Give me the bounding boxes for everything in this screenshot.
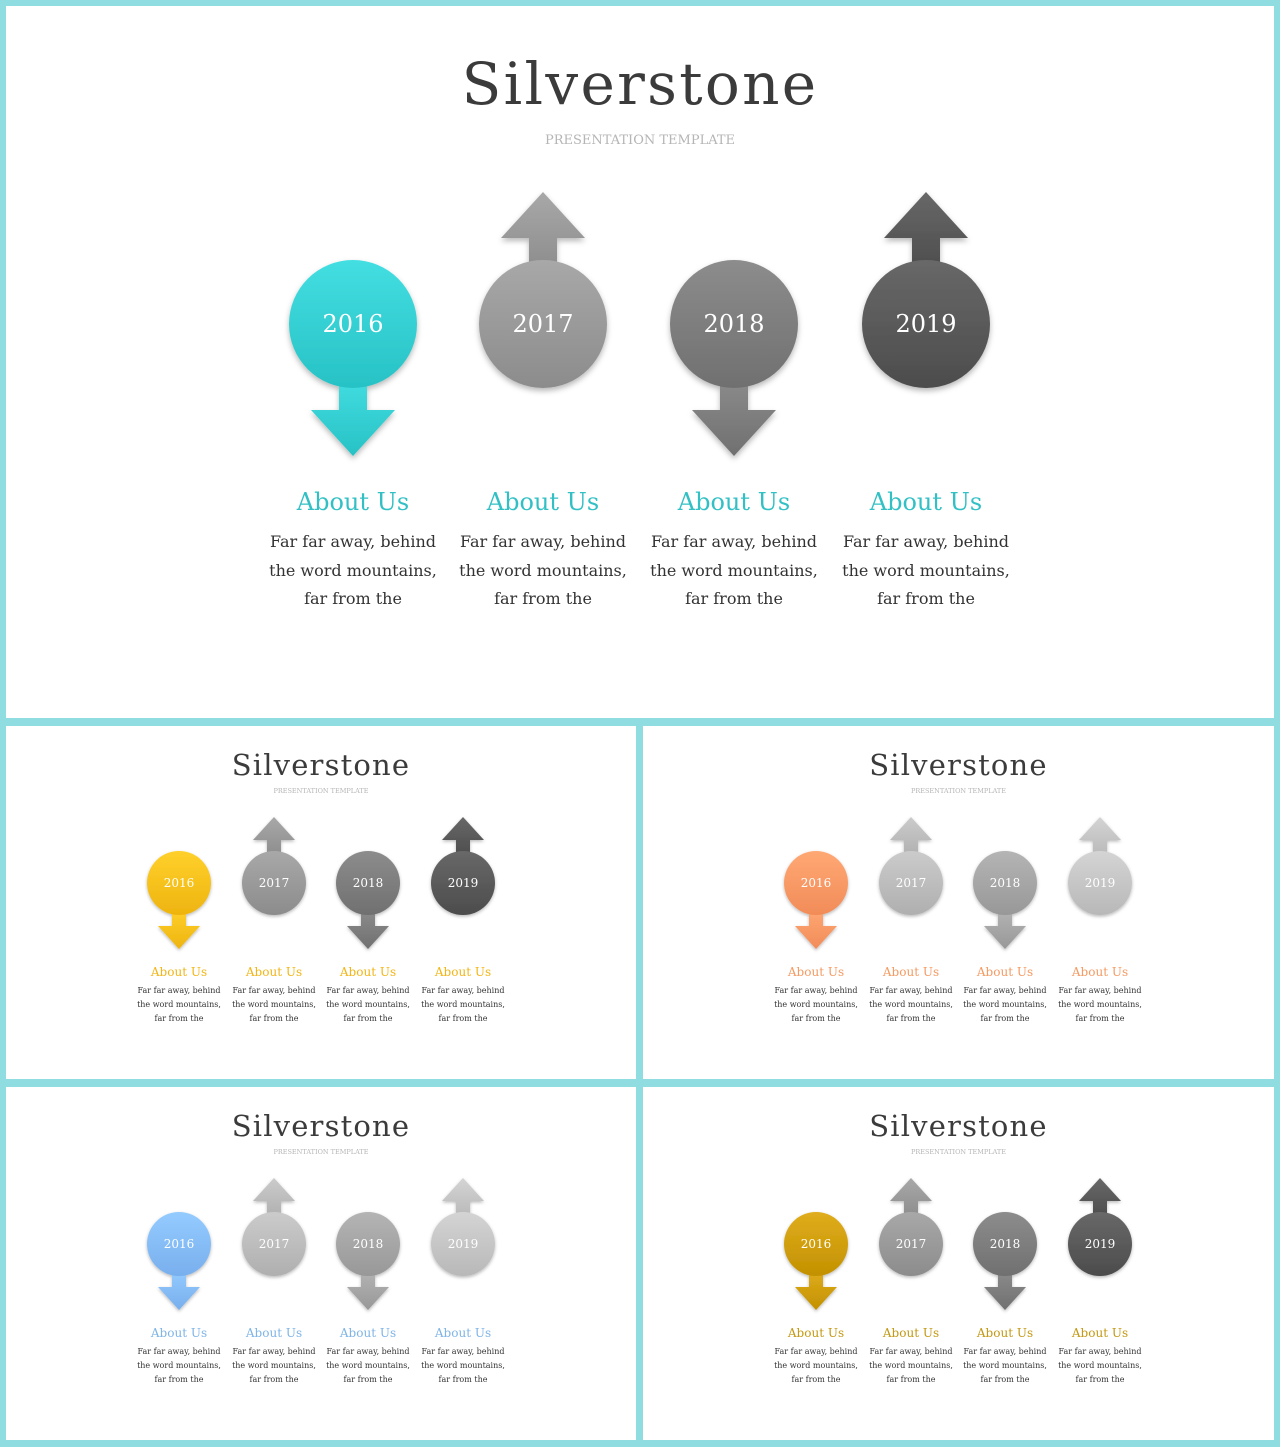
description-line: the word mountains, [137, 1361, 221, 1371]
about-us-label: About Us [1071, 965, 1129, 979]
about-us-label: About Us [296, 488, 410, 516]
description-line: Far far away, behind [137, 1347, 221, 1356]
about-us-description [857, 1345, 965, 1388]
pin-2017 [879, 817, 943, 915]
slide-title: Silverstone [869, 748, 1048, 782]
year-label: 2019 [1084, 1237, 1116, 1251]
pin-2017 [242, 1178, 306, 1276]
about-us-description [951, 984, 1059, 1027]
description-line: the word mountains, [232, 1361, 316, 1371]
slide-gold [643, 1087, 1274, 1440]
description-line: far from the [685, 589, 783, 608]
year-label: 2018 [989, 1237, 1021, 1251]
pin-2018 [336, 1212, 400, 1310]
pin-2019 [862, 192, 990, 388]
description-line: Far far away, behind [869, 986, 953, 995]
description-line: far from the [154, 1014, 204, 1024]
slide-blue [6, 1087, 636, 1440]
year-label: 2016 [322, 310, 384, 338]
description-line: the word mountains, [963, 1361, 1047, 1371]
slide-orange [643, 726, 1274, 1079]
about-us-description [822, 528, 1030, 614]
slide-main [6, 6, 1274, 718]
description-line: Far far away, behind [774, 1347, 858, 1356]
about-us-description [1046, 984, 1154, 1027]
year-label: 2019 [447, 876, 479, 890]
description-line: the word mountains, [421, 1000, 505, 1010]
about-us-description [1046, 1345, 1154, 1388]
description-line: far from the [249, 1375, 299, 1385]
description-line: the word mountains, [421, 1361, 505, 1371]
pin-2017 [879, 1178, 943, 1276]
about-us-label: About Us [434, 1326, 492, 1340]
slide-yellow [6, 726, 636, 1079]
description-line: Far far away, behind [326, 986, 410, 995]
description-line: Far far away, behind [137, 986, 221, 995]
description-line: Far far away, behind [232, 986, 316, 995]
slide-title: Silverstone [461, 50, 819, 118]
description-line: Far far away, behind [1058, 1347, 1142, 1356]
pin-2019 [431, 817, 495, 915]
about-us-description [220, 1345, 328, 1388]
pin-2016 [147, 1212, 211, 1310]
about-us-label: About Us [486, 488, 600, 516]
about-us-description [125, 984, 233, 1027]
description-line: Far far away, behind [326, 1347, 410, 1356]
description-line: the word mountains, [774, 1000, 858, 1010]
pin-2018 [973, 851, 1037, 949]
description-line: far from the [886, 1014, 936, 1024]
description-line: far from the [1075, 1375, 1125, 1385]
description-line: the word mountains, [1058, 1361, 1142, 1371]
description-line: the word mountains, [963, 1000, 1047, 1010]
pin-2019 [1068, 1178, 1132, 1276]
description-line: the word mountains, [1058, 1000, 1142, 1010]
description-line: far from the [249, 1014, 299, 1024]
about-us-description [314, 984, 422, 1027]
description-line: far from the [343, 1014, 393, 1024]
year-label: 2019 [1084, 876, 1116, 890]
about-us-label: About Us [245, 965, 303, 979]
about-us-label: About Us [882, 965, 940, 979]
slide-title: Silverstone [869, 1109, 1048, 1143]
year-label: 2019 [895, 310, 957, 338]
about-us-label: About Us [787, 965, 845, 979]
about-us-label: About Us [150, 1326, 208, 1340]
description-line: the word mountains, [459, 560, 627, 580]
year-label: 2016 [800, 1237, 832, 1251]
description-line: far from the [1075, 1014, 1125, 1024]
pin-2016 [147, 851, 211, 949]
year-label: 2017 [895, 876, 927, 890]
description-line: far from the [791, 1375, 841, 1385]
slide-subtitle: PRESENTATION TEMPLATE [273, 787, 369, 795]
about-us-description [762, 1345, 870, 1388]
description-line: the word mountains, [842, 560, 1010, 580]
year-label: 2019 [447, 1237, 479, 1251]
about-us-label: About Us [976, 1326, 1034, 1340]
description-line: Far far away, behind [650, 532, 818, 551]
about-us-label: About Us [1071, 1326, 1129, 1340]
pin-2018 [973, 1212, 1037, 1310]
pin-2019 [1068, 817, 1132, 915]
year-label: 2017 [512, 310, 574, 338]
description-line: far from the [877, 589, 975, 608]
description-line: Far far away, behind [421, 986, 505, 995]
description-line: far from the [343, 1375, 393, 1385]
description-line: the word mountains, [774, 1361, 858, 1371]
slide-title: Silverstone [231, 1109, 411, 1143]
description-line: the word mountains, [869, 1000, 953, 1010]
about-us-description [951, 1345, 1059, 1388]
about-us-description [409, 1345, 517, 1388]
about-us-description [125, 1345, 233, 1388]
pin-2019 [431, 1178, 495, 1276]
pin-2018 [670, 260, 798, 456]
slide-title: Silverstone [231, 748, 411, 782]
year-label: 2016 [163, 1237, 195, 1251]
pin-2017 [242, 817, 306, 915]
description-line: far from the [886, 1375, 936, 1385]
pin-2016 [784, 851, 848, 949]
description-line: far from the [980, 1014, 1030, 1024]
year-label: 2016 [163, 876, 195, 890]
description-line: the word mountains, [869, 1361, 953, 1371]
about-us-label: About Us [677, 488, 791, 516]
pin-2016 [784, 1212, 848, 1310]
description-line: the word mountains, [137, 1000, 221, 1010]
description-line: the word mountains, [326, 1361, 410, 1371]
description-line: the word mountains, [650, 560, 818, 580]
year-label: 2016 [800, 876, 832, 890]
description-line: Far far away, behind [963, 986, 1047, 995]
about-us-description [762, 984, 870, 1027]
description-line: Far far away, behind [774, 986, 858, 995]
description-line: Far far away, behind [459, 532, 627, 551]
slide-subtitle: PRESENTATION TEMPLATE [273, 1148, 369, 1156]
about-us-description [439, 528, 647, 614]
pin-2016 [289, 260, 417, 456]
description-line: Far far away, behind [963, 1347, 1047, 1356]
year-label: 2017 [258, 1237, 290, 1251]
about-us-description [220, 984, 328, 1027]
description-line: far from the [791, 1014, 841, 1024]
description-line: Far far away, behind [869, 1347, 953, 1356]
year-label: 2018 [703, 310, 765, 338]
slide-subtitle: PRESENTATION TEMPLATE [544, 133, 736, 148]
year-label: 2018 [352, 1237, 384, 1251]
about-us-label: About Us [882, 1326, 940, 1340]
about-us-description [249, 528, 457, 614]
year-label: 2018 [989, 876, 1021, 890]
year-label: 2017 [895, 1237, 927, 1251]
about-us-label: About Us [434, 965, 492, 979]
pin-2017 [479, 192, 607, 388]
about-us-label: About Us [150, 965, 208, 979]
pin-2018 [336, 851, 400, 949]
description-line: far from the [438, 1014, 488, 1024]
year-label: 2018 [352, 876, 384, 890]
description-line: far from the [980, 1375, 1030, 1385]
description-line: Far far away, behind [421, 1347, 505, 1356]
description-line: far from the [438, 1375, 488, 1385]
description-line: the word mountains, [232, 1000, 316, 1010]
year-label: 2017 [258, 876, 290, 890]
description-line: Far far away, behind [232, 1347, 316, 1356]
about-us-label: About Us [339, 965, 397, 979]
description-line: the word mountains, [269, 560, 437, 580]
about-us-label: About Us [339, 1326, 397, 1340]
description-line: far from the [494, 589, 592, 608]
description-line: far from the [304, 589, 402, 608]
description-line: Far far away, behind [269, 532, 437, 551]
about-us-label: About Us [787, 1326, 845, 1340]
description-line: far from the [154, 1375, 204, 1385]
slide-subtitle: PRESENTATION TEMPLATE [910, 787, 1007, 795]
description-line: Far far away, behind [1058, 986, 1142, 995]
about-us-description [314, 1345, 422, 1388]
about-us-description [630, 528, 838, 614]
about-us-label: About Us [976, 965, 1034, 979]
description-line: Far far away, behind [842, 532, 1010, 551]
description-line: the word mountains, [326, 1000, 410, 1010]
about-us-label: About Us [245, 1326, 303, 1340]
about-us-description [409, 984, 517, 1027]
slide-subtitle: PRESENTATION TEMPLATE [910, 1148, 1007, 1156]
about-us-label: About Us [869, 488, 983, 516]
about-us-description [857, 984, 965, 1027]
